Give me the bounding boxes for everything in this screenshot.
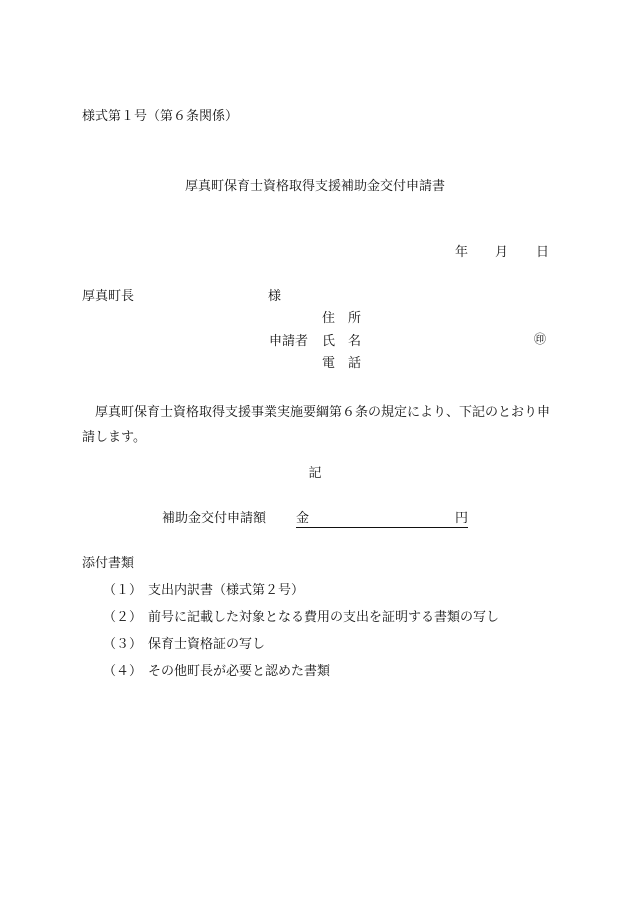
date-day-label: 日 <box>536 245 550 260</box>
attachments-heading: 添付書類 <box>82 556 135 571</box>
date-month-label: 月 <box>495 245 509 260</box>
attachment-item: 保育士資格証の写し <box>148 637 266 652</box>
amount-prefix: 金 <box>296 511 310 526</box>
applicant-label: 申請者 <box>269 334 309 349</box>
addressee-honorific: 様 <box>268 289 282 304</box>
applicant-address-label: 住所 <box>322 311 375 326</box>
ki-heading: 記 <box>308 466 322 481</box>
attachment-number: （１） <box>103 583 143 598</box>
attachment-item: 支出内訳書（様式第２号） <box>148 583 305 598</box>
document-title: 厚真町保育士資格取得支援補助金交付申請書 <box>184 179 445 194</box>
attachment-number: （２） <box>103 610 143 625</box>
amount-unit: 円 <box>455 511 469 526</box>
form-number: 様式第１号（第６条関係） <box>82 109 239 124</box>
amount-label: 補助金交付申請額 <box>162 511 267 526</box>
seal-mark: ㊞ <box>534 332 547 346</box>
attachment-item: 前号に記載した対象となる費用の支出を証明する書類の写し <box>148 610 500 625</box>
applicant-phone-label: 電話 <box>322 356 375 371</box>
addressee: 厚真町長 <box>82 289 135 304</box>
body-paragraph: 厚真町保育士資格取得支援事業実施要綱第６条の規定により、下記のとおり申請します。 <box>82 405 551 445</box>
amount-underline <box>296 512 468 528</box>
attachment-number: （４） <box>103 664 143 679</box>
attachment-item: その他町長が必要と認めた書類 <box>148 664 331 679</box>
applicant-name-label: 氏名 <box>322 334 375 349</box>
attachment-number: （３） <box>103 637 143 652</box>
date-year-label: 年 <box>455 245 469 260</box>
